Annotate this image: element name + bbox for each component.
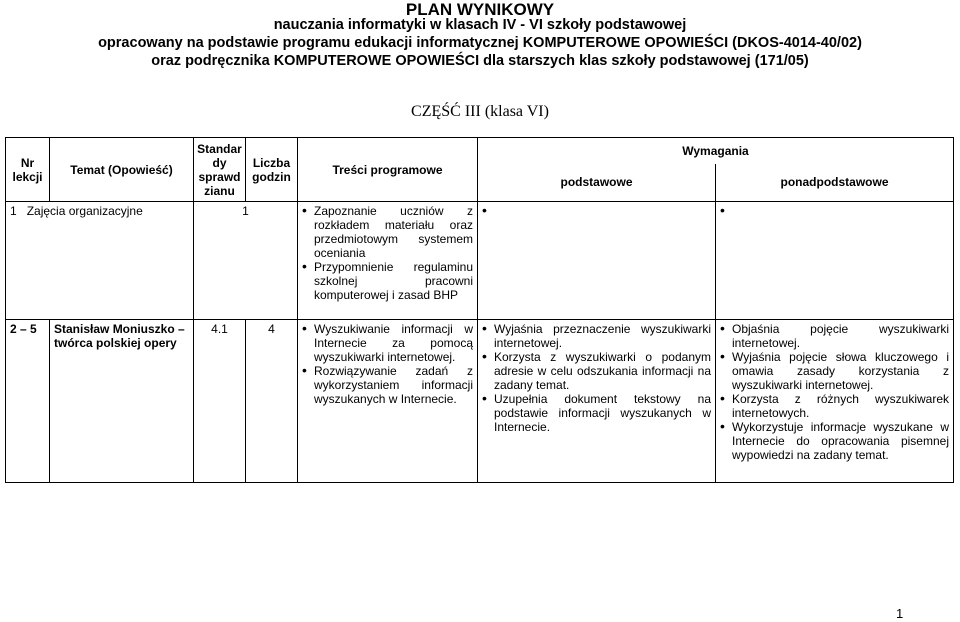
subtitle-line-3: oraz podręcznika KOMPUTEROWE OPOWIEŚCI dla starszych klas szkoły podstawowej (171/05) [151,53,809,69]
row-1-liczba [194,202,298,320]
header-standardy: Standar dy sprawd zianu [194,138,246,202]
header-liczba: Liczba godzin [246,138,298,202]
row-1-podstawowe [478,202,716,320]
row-2-liczba: 4 [246,320,298,483]
row-1-temat: Zajęcia organizacyjne [26,204,143,218]
list-item: • Uzupełnia dokument tekstowy na podstawie informacji wyszukanych w Internecie. [494,392,711,434]
table-row [6,202,954,320]
list-item: • Wyjaśnia pojęcie słowa kluczowego i omawia zasady korzystania z wyszukiwarki internetowej. [732,350,949,392]
list-item: • Wykorzystuje informacje wyszukane w Internecie do opracowania pisemnej wypowiedzi na zadany temat. [732,420,949,462]
subtitle-line-1: nauczania informatyki w klasach IV - VI szkoły podstawowej [273,17,687,33]
header-temat: Temat (Opowieść) [50,138,194,202]
list-item: • Korzysta z różnych wyszukiwarek internetowych. [732,392,949,420]
row-1-nr: 1 [10,204,17,218]
row-2-standardy: 4.1 [194,320,246,483]
row-2-temat: Stanisław Moniuszko – twórca polskiej opery [50,320,194,483]
list-item: • Zapoznanie uczniów z rozkładem materiału oraz przedmiotowym systemem oceniania [314,204,473,260]
list-item: • Wyjaśnia przeznaczenie wyszukiwarki internetowej. [494,322,711,350]
row-1-nr-temat [6,202,194,320]
list-item: • Rozwiązywanie zadań z wykorzystaniem informacji wyszukanych w Internecie. [314,364,473,406]
header-tresci: Treści programowe [298,138,478,202]
header-ponadpodstawowe: ponadpodstawowe [716,164,954,202]
list-item: • Przypomnienie regulaminu szkolnej pracowni komputerowej i zasad BHP [314,260,473,302]
header-podstawowe: podstawowe [478,164,716,202]
list-item: • Korzysta z wyszukiwarki o podanym adresie w celu odszukania informacji na zadany temat. [494,350,711,392]
row-2-podstawowe [478,320,716,483]
header-nr: Nr lekcji [6,138,50,202]
row-1-tresci [298,202,478,320]
page-number: 1 [896,606,904,621]
row-2-nr-value: 2 – 5 [10,322,37,336]
list-item: • Wyszukiwanie informacji w Internecie za pomocą wyszukiwarki internetowej. [314,322,473,364]
header-wymagania: Wymagania [478,138,954,164]
row-2-nr [6,320,50,483]
row-1-liczba-value: 1 [242,204,249,218]
row-2-tresci [298,320,478,483]
row-2-ponadpodstawowe [716,320,954,483]
part-title: CZĘŚĆ III (klasa VI) [411,103,549,120]
plan-table [5,137,954,483]
table-row [6,320,954,483]
header-row-1 [6,138,954,164]
list-item: • Objaśnia pojęcie wyszukiwarki internetowej. [732,322,949,350]
document-title: PLAN WYNIKOWY [405,0,555,19]
subtitle-line-2: opracowany na podstawie programu edukacji informatycznej KOMPUTEROWE OPOWIEŚCI (DKOS-4014-40/02) [98,35,862,51]
row-1-ponadpodstawowe [716,202,954,320]
